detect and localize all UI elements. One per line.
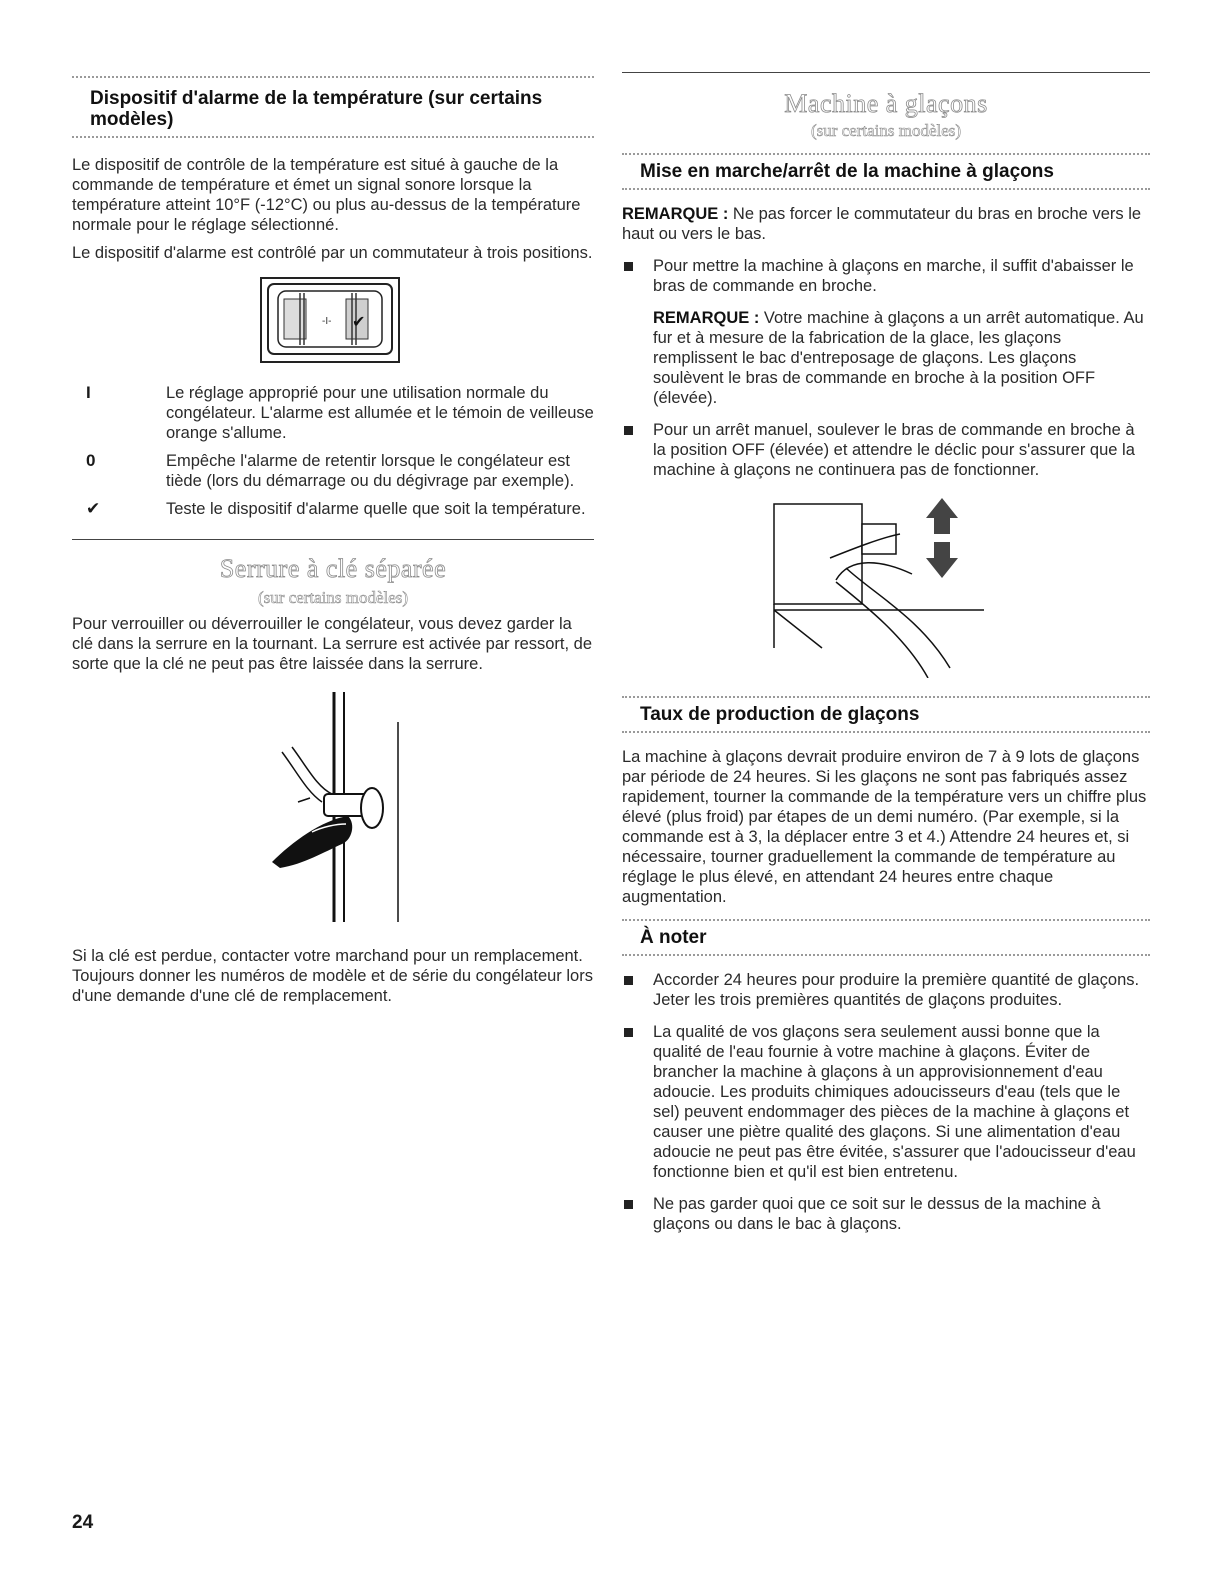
position-symbol: 0 [86, 451, 96, 470]
list-item [622, 420, 1150, 480]
note-heading: À noter [640, 927, 707, 948]
key-lock-illustration [252, 692, 422, 922]
alarm-position-3 [72, 499, 594, 519]
lock-section-subtitle: (sur certains modèles) [257, 588, 409, 607]
alarm-paragraph-2: Le dispositif d'alarme est contrôlé par un commutateur à trois positions. [72, 244, 593, 262]
ice-maker-illustration [770, 498, 990, 678]
divider [622, 731, 1150, 733]
list-item [622, 256, 1150, 408]
bullet-2-text: Pour un arrêt manuel, soulever le bras de commande en broche à la position OFF (élevée) et attendre le déclic pour s'assurer que la machine à glaçons ne continuera pas de fonctionner. [653, 421, 1135, 479]
position-description: Teste le dispositif d'alarme quelle que soit la température. [166, 500, 586, 518]
alarm-position-2 [72, 451, 594, 491]
divider [622, 696, 1150, 698]
remark-label: REMARQUE : [653, 309, 760, 327]
divider [622, 954, 1150, 956]
checkmark-icon: ✔ [86, 499, 101, 518]
bullet-1-text: Pour mettre la machine à glaçons en marche, il suffit d'abaisser le bras de commande en broche. [653, 257, 1134, 295]
remark-text: Votre machine à glaçons a un arrêt automatique. Au fur et à mesure de la fabrication de la glace, les glaçons remplissent le bac d'entreposage de glaçons. Les glaçons soulèvent le bras de commande en broche à la position OFF (élevée). [653, 309, 1144, 407]
onoff-heading: Mise en marche/arrêt de la machine à glaçons [640, 161, 1054, 182]
remark-text: Ne pas forcer le commutateur du bras en broche vers le haut ou vers le bas. [622, 205, 1142, 243]
ice-section-subtitle: (sur certains modèles) [810, 121, 962, 140]
svg-text:-I-: -I- [322, 316, 332, 327]
right-column [622, 0, 1150, 1234]
ice-section-title: Machine à glaçons [784, 89, 988, 118]
left-column [72, 0, 594, 1006]
remark-label: REMARQUE : [622, 205, 729, 223]
divider [622, 919, 1150, 921]
bullet-icon [622, 1194, 653, 1234]
list-item [622, 1022, 1150, 1182]
bullet-text [653, 256, 1150, 408]
divider [72, 76, 594, 78]
position-description: Le réglage approprié pour une utilisation normale du congélateur. L'alarme est allumée et le témoin de veilleuse orange s'allume. [166, 384, 594, 442]
note-text: La qualité de vos glaçons sera seulement aussi bonne que la qualité de l'eau fournie à votre machine à glaçons. Éviter de brancher la machine à glaçons à un approvisionnement d'eau adoucie. Les produits chimiques adoucisseurs d'eau (tels que le sel) peuvent endommager des pièces de la machine à glaçons et causer une piètre qualité des glaçons. Si une alimentation d'eau adoucie ne peut pas être évitée, s'assurer que l'adoucisseur d'eau fonctionne bien et qu'il est bien entretenu. [653, 1023, 1136, 1181]
alarm-paragraph-1: Le dispositif de contrôle de la température est situé à gauche de la commande de température et émet un signal sonore lorsque la température atteint 10°F (-12°C) ou plus au-dessus de la température normale pour le réglage sélectionné. [72, 156, 581, 234]
bullet-icon [622, 256, 653, 408]
bullet-icon [622, 420, 653, 480]
divider [622, 153, 1150, 155]
list-item [622, 1194, 1150, 1234]
bullet-icon [622, 1022, 653, 1182]
rate-paragraph: La machine à glaçons devrait produire environ de 7 à 9 lots de glaçons par période de 24 heures. Si les glaçons ne sont pas fabriqués assez rapidement, tourner la commande de la température vers un chiffre plus élevé (plus froid) par étapes de un demi numéro. (Par exemple, si la commande est à 3, la déplacer entre 3 et 4.) Attendre 24 heures et, si nécessaire, tourner graduellement la commande de température au réglage le plus élevé, en attendant 24 heures entre chaque augmentation. [622, 748, 1147, 906]
note-text: Accorder 24 heures pour produire la première quantité de glaçons. Jeter les trois premières quantités de glaçons produites. [653, 971, 1140, 1009]
section-rule [622, 72, 1150, 73]
bullet-icon [622, 970, 653, 1010]
lock-section-title: Serrure à clé séparée [219, 554, 447, 583]
lock-paragraph-2: Si la clé est perdue, contacter votre marchand pour un remplacement. Toujours donner les numéros de modèle et de série du congélateur lors d'une demande d'une clé de remplacement. [72, 947, 593, 1005]
note-text: Ne pas garder quoi que ce soit sur le dessus de la machine à glaçons ou dans le bac à glaçons. [653, 1195, 1101, 1233]
bullet-1-remark [653, 308, 1150, 408]
list-item [622, 970, 1150, 1010]
rate-heading: Taux de production de glaçons [640, 704, 920, 725]
lock-paragraph-1: Pour verrouiller ou déverrouiller le congélateur, vous devez garder la clé dans la serrure en la tournant. La serrure est activée par ressort, de sorte que la clé ne peut pas être laissée dans la serrure. [72, 615, 593, 673]
position-symbol: I [86, 383, 91, 402]
alarm-switch-illustration [260, 277, 400, 367]
divider [72, 136, 594, 138]
remark-paragraph [622, 204, 1150, 244]
section-rule [72, 539, 594, 540]
divider [622, 188, 1150, 190]
position-description: Empêche l'alarme de retentir lorsque le congélateur est tiède (lors du démarrage ou du dégivrage par exemple). [166, 452, 575, 490]
alarm-heading: Dispositif d'alarme de la température (sur certains modèles) [90, 88, 543, 130]
page-number: 24 [72, 1512, 94, 1533]
svg-text:✔: ✔ [352, 312, 366, 331]
alarm-position-1 [72, 383, 594, 443]
